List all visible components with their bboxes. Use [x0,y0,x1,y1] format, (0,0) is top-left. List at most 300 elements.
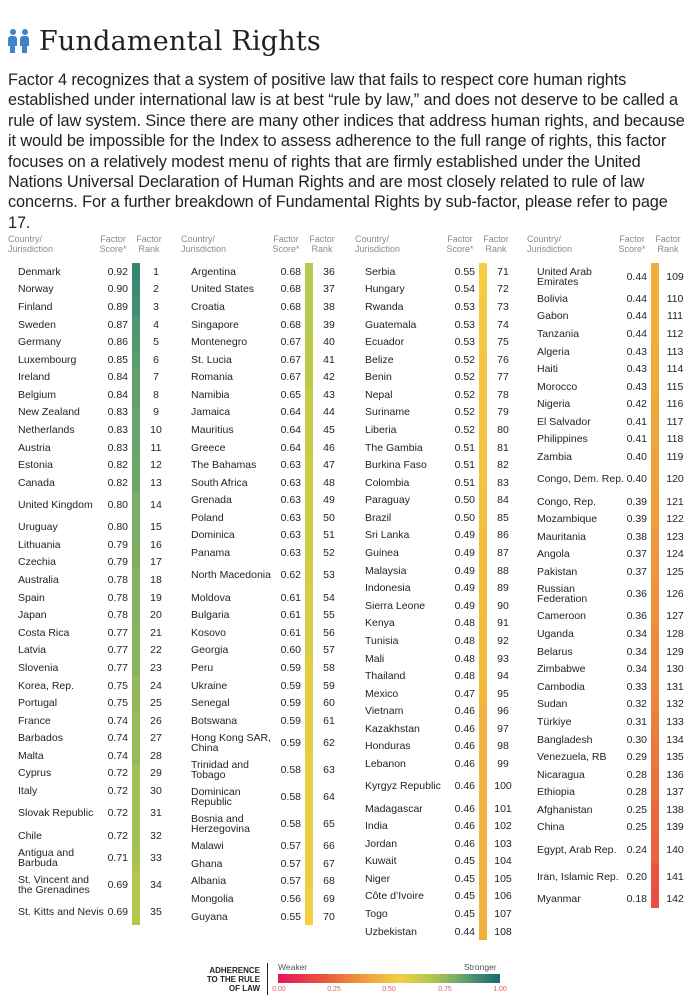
score-color-bar [479,456,487,474]
table-row [527,863,697,890]
country-name: Tunisia [365,634,399,647]
score-color-bar [651,863,659,890]
table-row [527,713,697,731]
table-row [355,527,525,545]
factor-rank: 45 [323,423,335,436]
country-name: Albania [191,875,227,888]
table-row [8,571,178,589]
factor-score: 0.59 [280,679,301,692]
factor-rank: 22 [150,644,162,657]
score-color-bar [651,766,659,784]
score-color-bar [132,456,140,474]
score-color-bar [651,466,659,493]
country-name: Angola [537,548,570,561]
score-color-bar [132,519,140,537]
factor-rank: 10 [150,423,162,436]
factor-rank: 24 [150,679,162,692]
score-color-bar [479,474,487,492]
factor-rank: 84 [497,494,509,507]
factor-score: 0.78 [107,574,128,587]
table-row [527,360,697,378]
country-name: Portugal [18,697,58,710]
factor-score: 0.38 [626,530,647,543]
factor-rank: 34 [150,878,162,891]
factor-score: 0.46 [454,757,475,770]
factor-score: 0.79 [107,538,128,551]
score-color-bar [305,810,313,837]
factor-score: 0.64 [280,406,301,419]
factor-score: 0.62 [280,569,301,582]
factor-rank: 90 [497,599,509,612]
country-name: Gabon [537,310,569,323]
table-row [355,333,525,351]
factor-rank: 1 [153,265,159,278]
table-row [355,685,525,703]
country-name: Zambia [537,450,573,463]
country-name: Cameroon [537,610,587,623]
table-row [8,898,178,925]
factor-rank: 2 [153,283,159,296]
table-row [355,263,525,281]
header-country: Country/ Jurisdiction [527,234,573,254]
factor-score: 0.82 [107,459,128,472]
factor-rank: 102 [494,820,512,833]
table-row [181,756,351,783]
factor-score: 0.67 [280,336,301,349]
factor-score: 0.49 [454,599,475,612]
factor-score: 0.59 [280,697,301,710]
score-color-bar [479,333,487,351]
factor-score: 0.58 [280,817,301,830]
factor-rank: 69 [323,892,335,905]
country-name: Niger [365,872,391,885]
factor-score: 0.65 [280,388,301,401]
factor-score: 0.45 [454,855,475,868]
score-color-bar [305,756,313,783]
score-color-bar [305,677,313,695]
factor-score: 0.44 [626,310,647,323]
factor-score: 0.57 [280,857,301,870]
factor-score: 0.85 [107,353,128,366]
table-row [181,562,351,589]
country-name: Bosnia and Herzegovina [191,812,250,835]
table-row [181,873,351,891]
score-color-bar [479,923,487,941]
score-color-bar [305,544,313,562]
country-name: Guinea [365,547,399,560]
factor-score: 0.25 [626,821,647,834]
factor-score: 0.53 [454,300,475,313]
factor-score: 0.51 [454,459,475,472]
factor-rank: 107 [494,908,512,921]
table-row [181,351,351,369]
factor-score: 0.78 [107,609,128,622]
table-row [527,696,697,714]
factor-rank: 100 [494,780,512,793]
factor-score: 0.46 [454,722,475,735]
factor-score: 0.28 [626,786,647,799]
country-name: Latvia [18,644,47,657]
factor-rank: 58 [323,661,335,674]
factor-rank: 16 [150,538,162,551]
intro-paragraph: Factor 4 recognizes that a system of positive law that fails to respect core human rights established under international law is at best “rule by law,” and does not deserve to be called a rule of law system. Since there are many other indices that address human rights, and because it would be impossible for the Index to assess adherence to the full range of rights, this factor focuses on a relatively modest menu of rights that are firmly established under the United Nations Universal Declaration of Human Rights and are most closely related to rule of law concerns. For a further breakdown of Fundamental Rights by sub-factor, please refer to page 17. [8,71,685,232]
factor-rank: 51 [323,529,335,542]
factor-score: 0.32 [626,698,647,711]
score-color-bar [479,800,487,818]
country-name: Jamaica [191,406,231,419]
table-row [8,844,178,871]
table-row [355,579,525,597]
score-color-bar [651,395,659,413]
table-row [8,456,178,474]
country-name: United Arab Emirates [537,265,592,288]
factor-rank: 130 [666,663,684,676]
table-row [8,439,178,457]
factor-score: 0.44 [626,327,647,340]
country-name: Brazil [365,511,392,524]
factor-score: 0.46 [454,820,475,833]
country-name: Burkina Faso [365,459,427,472]
factor-rank: 14 [150,499,162,512]
factor-rank: 108 [494,925,512,938]
score-color-bar [651,783,659,801]
table-row [181,694,351,712]
country-name: Denmark [18,265,61,278]
factor-score: 0.46 [454,802,475,815]
table-row [181,263,351,281]
country-name: Namibia [191,388,230,401]
factor-rank: 43 [323,388,335,401]
score-color-bar [651,819,659,837]
table-row [355,492,525,510]
country-name: Spain [18,591,45,604]
country-name: Romania [191,371,234,384]
country-name: Lithuania [18,538,61,551]
score-color-bar [479,368,487,386]
table-row [527,819,697,837]
country-name: Germany [18,336,62,349]
factor-score: 0.72 [107,829,128,842]
factor-rank: 53 [323,569,335,582]
country-name: Paraguay [365,494,410,507]
score-color-bar [479,562,487,580]
score-color-bar [132,694,140,712]
score-color-bar [132,589,140,607]
table-row [355,474,525,492]
factor-score: 0.58 [280,790,301,803]
country-name: El Salvador [537,415,591,428]
factor-rank: 119 [666,450,684,463]
score-color-bar [132,765,140,783]
factor-rank: 125 [666,565,684,578]
table-row [8,554,178,572]
legend-tick: 0.75 [438,986,452,993]
factor-score: 0.50 [454,511,475,524]
factor-score: 0.74 [107,714,128,727]
table-row [527,308,697,326]
factor-score: 0.29 [626,751,647,764]
table-row [355,298,525,316]
table-row [8,606,178,624]
factor-score: 0.40 [626,450,647,463]
factor-rank: 96 [497,705,509,718]
table-row [181,810,351,837]
factor-score: 0.77 [107,626,128,639]
factor-rank: 138 [666,803,684,816]
country-name: Malawi [191,840,224,853]
factor-score: 0.33 [626,680,647,693]
country-name: Kuwait [365,855,397,868]
score-color-bar [132,677,140,695]
country-name: Montenegro [191,336,248,349]
table-row [181,333,351,351]
factor-rank: 52 [323,547,335,560]
score-color-bar [651,836,659,863]
country-name: Moldova [191,591,231,604]
score-color-bar [305,562,313,589]
country-name: Bangladesh [537,733,593,746]
table-row [8,624,178,642]
factor-rank: 131 [666,680,684,693]
table-row [181,492,351,510]
score-color-bar [132,263,140,281]
table-row [181,890,351,908]
factor-rank: 124 [666,548,684,561]
factor-rank: 112 [666,327,684,340]
factor-score: 0.80 [107,521,128,534]
table-row [8,729,178,747]
factor-rank: 139 [666,821,684,834]
table-row [527,801,697,819]
table-row [8,316,178,334]
header-score: Factor Score* [99,234,127,254]
score-color-bar [132,659,140,677]
score-color-bar [479,527,487,545]
table-row [181,527,351,545]
table-row [527,660,697,678]
factor-rank: 6 [153,353,159,366]
table-row [527,325,697,343]
score-color-bar [305,729,313,756]
factor-rank: 74 [497,318,509,331]
country-name: Costa Rica [18,626,70,639]
factor-rank: 40 [323,336,335,349]
factor-rank: 31 [150,807,162,820]
score-color-bar [651,413,659,431]
country-name: Afghanistan [537,803,593,816]
factor-rank: 106 [494,890,512,903]
factor-score: 0.43 [626,363,647,376]
factor-rank: 137 [666,786,684,799]
table-row [355,316,525,334]
score-color-bar [651,731,659,749]
table-row [8,589,178,607]
factor-score: 0.39 [626,513,647,526]
country-name: Mongolia [191,892,234,905]
header-score: Factor Score* [446,234,474,254]
table-row [355,597,525,615]
table-row [8,351,178,369]
table-row [355,720,525,738]
table-row [8,677,178,695]
factor-score: 0.69 [107,878,128,891]
score-color-bar [651,696,659,714]
score-color-bar [479,667,487,685]
score-color-bar [132,871,140,898]
table-row [355,509,525,527]
factor-score: 0.55 [454,265,475,278]
table-row [355,667,525,685]
legend-tick: 0.50 [382,986,396,993]
table-row [527,510,697,528]
table-row [355,351,525,369]
score-color-bar [651,290,659,308]
factor-rank: 87 [497,547,509,560]
factor-rank: 88 [497,564,509,577]
factor-rank: 48 [323,476,335,489]
factor-score: 0.68 [280,300,301,313]
score-color-bar [132,474,140,492]
factor-rank: 115 [666,380,684,393]
factor-rank: 25 [150,697,162,710]
factor-score: 0.34 [626,645,647,658]
country-name: Ethiopia [537,786,575,799]
country-name: Singapore [191,318,239,331]
factor-score: 0.46 [454,740,475,753]
factor-rank: 70 [323,910,335,923]
country-name: Mozambique [537,513,598,526]
country-name: Kazakhstan [365,722,420,735]
factor-score: 0.53 [454,336,475,349]
factor-score: 0.50 [454,494,475,507]
factor-rank: 114 [666,363,684,376]
score-color-bar [479,492,487,510]
factor-score: 0.48 [454,617,475,630]
score-color-bar [479,386,487,404]
score-color-bar [132,333,140,351]
score-color-bar [479,439,487,457]
factor-rank: 36 [323,265,335,278]
score-color-bar [651,643,659,661]
score-color-bar [132,800,140,827]
table-row [527,783,697,801]
factor-score: 0.78 [107,591,128,604]
score-color-bar [132,298,140,316]
country-name: Luxembourg [18,353,77,366]
factor-score: 0.87 [107,318,128,331]
factor-rank: 132 [666,698,684,711]
factor-score: 0.56 [280,892,301,905]
country-name: Sierra Leone [365,599,426,612]
table-row [181,659,351,677]
legend-label: ADHERENCE TO THE RULE OF LAW [206,966,260,993]
country-name: Belize [365,353,394,366]
score-color-bar [305,712,313,730]
table-row [8,765,178,783]
factor-score: 0.49 [454,529,475,542]
factor-rank: 9 [153,406,159,419]
table-row [355,870,525,888]
country-name: Slovenia [18,661,59,674]
factor-score: 0.64 [280,441,301,454]
country-name: New Zealand [18,406,80,419]
table-row [527,748,697,766]
table-row [355,632,525,650]
score-color-bar [305,421,313,439]
score-color-bar [651,660,659,678]
score-color-bar [132,281,140,299]
factor-rank: 126 [666,588,684,601]
country-name: Indonesia [365,582,411,595]
table-row [527,608,697,626]
country-name: Egypt, Arab Rep. [537,843,617,856]
score-color-bar [305,263,313,281]
score-color-bar [479,738,487,756]
table-row [8,263,178,281]
table-row [355,853,525,871]
table-row [181,421,351,439]
factor-score: 0.59 [280,736,301,749]
factor-rank: 62 [323,736,335,749]
score-color-bar [479,685,487,703]
country-name: Trinidad and Tobago [191,758,249,781]
score-color-bar [305,606,313,624]
country-name: Belgium [18,388,56,401]
legend-tick: 1.00 [493,986,507,993]
factor-score: 0.46 [454,837,475,850]
factor-rank: 13 [150,476,162,489]
country-name: Venezuela, RB [537,751,607,764]
score-color-bar [305,281,313,299]
country-name: Chile [18,829,42,842]
table-row [355,773,525,800]
factor-score: 0.58 [280,763,301,776]
factor-score: 0.84 [107,388,128,401]
factor-rank: 141 [666,870,684,883]
country-name: Norway [18,283,54,296]
factor-score: 0.74 [107,732,128,745]
country-name: Netherlands [18,423,75,436]
table-row [355,456,525,474]
factor-rank: 92 [497,634,509,647]
factor-rank: 3 [153,300,159,313]
table-row [181,624,351,642]
table-row [181,729,351,756]
factor-score: 0.92 [107,265,128,278]
factor-score: 0.68 [280,283,301,296]
table-row [527,766,697,784]
table-row [8,642,178,660]
country-name: Czechia [18,556,56,569]
score-color-bar [305,908,313,926]
score-color-bar [651,546,659,564]
factor-score: 0.46 [454,780,475,793]
country-name: Thailand [365,670,406,683]
score-color-bar [305,624,313,642]
table-row [8,333,178,351]
legend-stronger: Stronger [464,962,497,972]
factor-rank: 113 [666,345,684,358]
factor-rank: 17 [150,556,162,569]
score-color-bar [651,528,659,546]
legend-tick: 0.00 [272,986,286,993]
country-name: India [365,820,388,833]
country-name: Madagascar [365,802,423,815]
score-color-bar [479,650,487,668]
country-name: Algeria [537,345,570,358]
country-name: Malta [18,749,44,762]
table-row [527,493,697,511]
